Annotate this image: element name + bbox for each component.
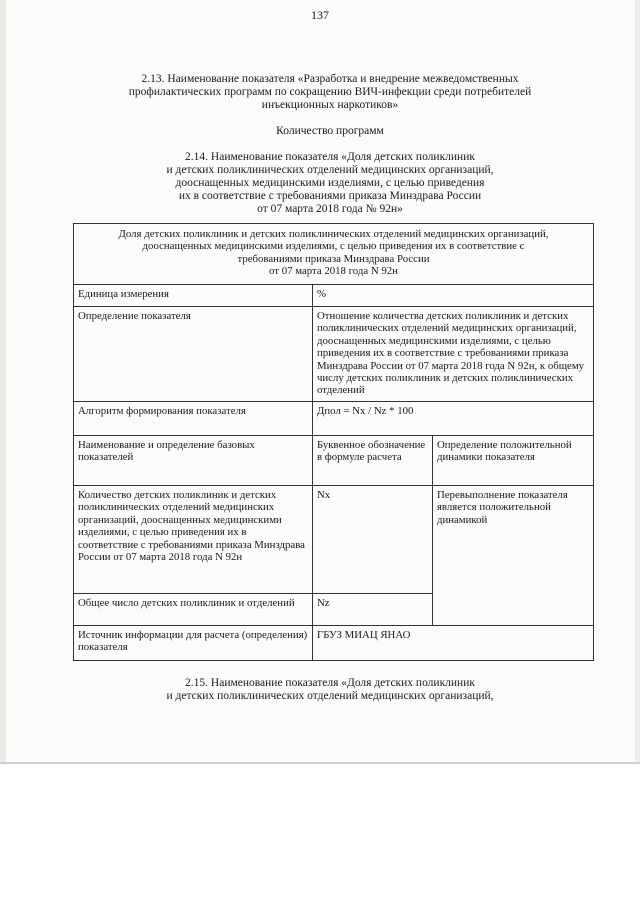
row-dynamics: Перевыполнение показателя является положительной динамикой — [432, 486, 593, 626]
source-label: Источник информации для расчета (определения) показателя — [74, 626, 313, 661]
section-2-14-line: от 07 марта 2018 года № 92н» — [257, 203, 403, 215]
section-2-13-line: инъекционных наркотиков» — [261, 99, 399, 111]
section-2-14-line: 2.14. Наименование показателя «Доля детских поликлиник — [185, 151, 475, 163]
base-header-name: Наименование и определение базовых показателей — [74, 436, 313, 486]
section-2-14-title — [60, 151, 600, 216]
scan-edge-left — [0, 0, 6, 762]
unit-label: Единица измерения — [74, 285, 313, 307]
row-nx-symbol: Nx — [312, 486, 432, 594]
section-2-15-title — [60, 677, 600, 703]
section-2-14-line: дооснащенных медицинскими изделиями, с целью приведения — [175, 177, 485, 189]
table-header-line: дооснащенных медицинскими изделиями, с целью приведения их в соответствие с — [142, 240, 525, 253]
unit-value: % — [312, 285, 593, 307]
section-2-13-title — [60, 73, 600, 112]
definition-value: Отношение количества детских поликлиник и детских поликлинических отделений медицинских организаций, дооснащенных медицинскими изделиями, с целью приведения их в соответствие с требованиями приказа Минздрава России от 07 марта 2018 года N 92н, к общему числу детских поликлиник и детских поликлинических отделений — [312, 307, 593, 402]
table-header-line: от 07 марта 2018 года N 92н — [269, 265, 398, 278]
page-number: 137 — [311, 8, 329, 22]
source-value: ГБУЗ МИАЦ ЯНАО — [312, 626, 593, 661]
unit-line: Количество программ — [276, 125, 384, 137]
row-nz-symbol: Nz — [312, 594, 432, 626]
base-header-dynamics: Определение положительной динамики показателя — [432, 436, 593, 486]
definition-label: Определение показателя — [74, 307, 313, 402]
section-2-13-unit — [60, 125, 600, 138]
table-header-line: требованиями приказа Минздрава России — [237, 252, 430, 265]
section-2-15-line: и детских поликлинических отделений медицинских организаций, — [166, 690, 494, 702]
table-header-line: Доля детских поликлиник и детских поликлинических отделений медицинских организаций, — [118, 228, 549, 240]
indicator-table — [73, 223, 594, 661]
section-2-14-line: и детских поликлинических отделений медицинских организаций, — [166, 164, 494, 176]
section-2-13-line: профилактических программ по сокращению ВИЧ-инфекции среди потребителей — [128, 86, 532, 98]
scan-edge-right — [635, 0, 640, 762]
table-header — [74, 224, 594, 285]
row-nx-name: Количество детских поликлиник и детских поликлинических отделений медицинских организаций, дооснащенных медицинскими изделиями, с целью приведения их в соответствие с требованиями приказа Минздрава России от 07 марта 2018 года N 92н — [74, 486, 313, 594]
base-header-symbol: Буквенное обозначение в формуле расчета — [312, 436, 432, 486]
row-nz-name: Общее число детских поликлиник и отделений — [74, 594, 313, 626]
section-2-13-line: 2.13. Наименование показателя «Разработка и внедрение межведомственных — [141, 73, 519, 85]
section-2-14-line: их в соответствие с требованиями приказа Минздрава России — [178, 190, 482, 202]
algorithm-value: Дпол = Nx / Nz * 100 — [312, 402, 593, 436]
algorithm-label: Алгоритм формирования показателя — [74, 402, 313, 436]
section-2-15-line: 2.15. Наименование показателя «Доля детских поликлиник — [185, 677, 475, 689]
